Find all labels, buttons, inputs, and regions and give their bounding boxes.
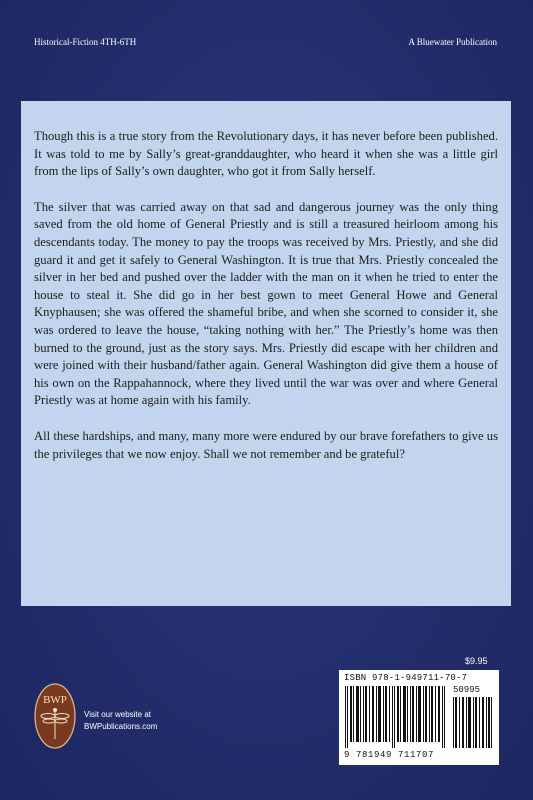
barcode-main-bars (345, 686, 449, 748)
barcode-addon-text: 50995 (453, 685, 481, 695)
logo-text: BWP (43, 694, 67, 706)
price-label: $9.95 (465, 656, 488, 666)
isbn-barcode (339, 670, 499, 765)
paragraph-3: All these hardships, and many, many more were endured by our brave forefathers to give us the privileges that we now enjoy. Shall we not remember and be grateful? (34, 428, 498, 461)
barcode-digits: 9 781949 711707 (344, 750, 435, 760)
paragraph-1: Though this is a true story from the Revolutionary days, it has never before been published. It was told to me by Sally’s great-granddaughter, who heard it when she was a little girl from the lips of Sally’s own daughter, who got it from Sally herself. (34, 129, 498, 179)
description-panel (21, 101, 511, 606)
barcode-addon-bars (453, 697, 493, 748)
category-label: Historical-Fiction 4TH-6TH (34, 37, 137, 47)
publisher-label: A Bluewater Publication (408, 37, 497, 47)
website-url: BWPublications.com (84, 722, 158, 731)
website-caption: Visit our website at (84, 710, 151, 719)
publisher-logo (33, 683, 77, 749)
isbn-text: ISBN 978-1-949711-70-7 (344, 673, 468, 683)
paragraph-2: The silver that was carried away on that sad and dangerous journey was the only thing saved from the old home of General Priestly and is still a treasured heirloom among his descendants today. The money to pay the troops was received by Mrs. Priestly, and she did guard it and get it safely to General Washington. It is true that Mrs. Priestly concealed the silver in her bed and pushed over the ladder with the man on it when he tried to enter the house to steal it. She did go in her best gown to meet General Howe and General Knyphausen; she was offered the shameful bribe, and when she scorned to consider it, she was ordered to leave the house, “taking nothing with her.” The Priestly’s home was then burned to the ground, just as the story says. Mrs. Priestly did escape with her children and were joined with their husband/father again. General Washington did give them a house of his own on the Rappahannock, where they lived until the war was over and where General Priestly was at home again with his family. (34, 199, 498, 408)
